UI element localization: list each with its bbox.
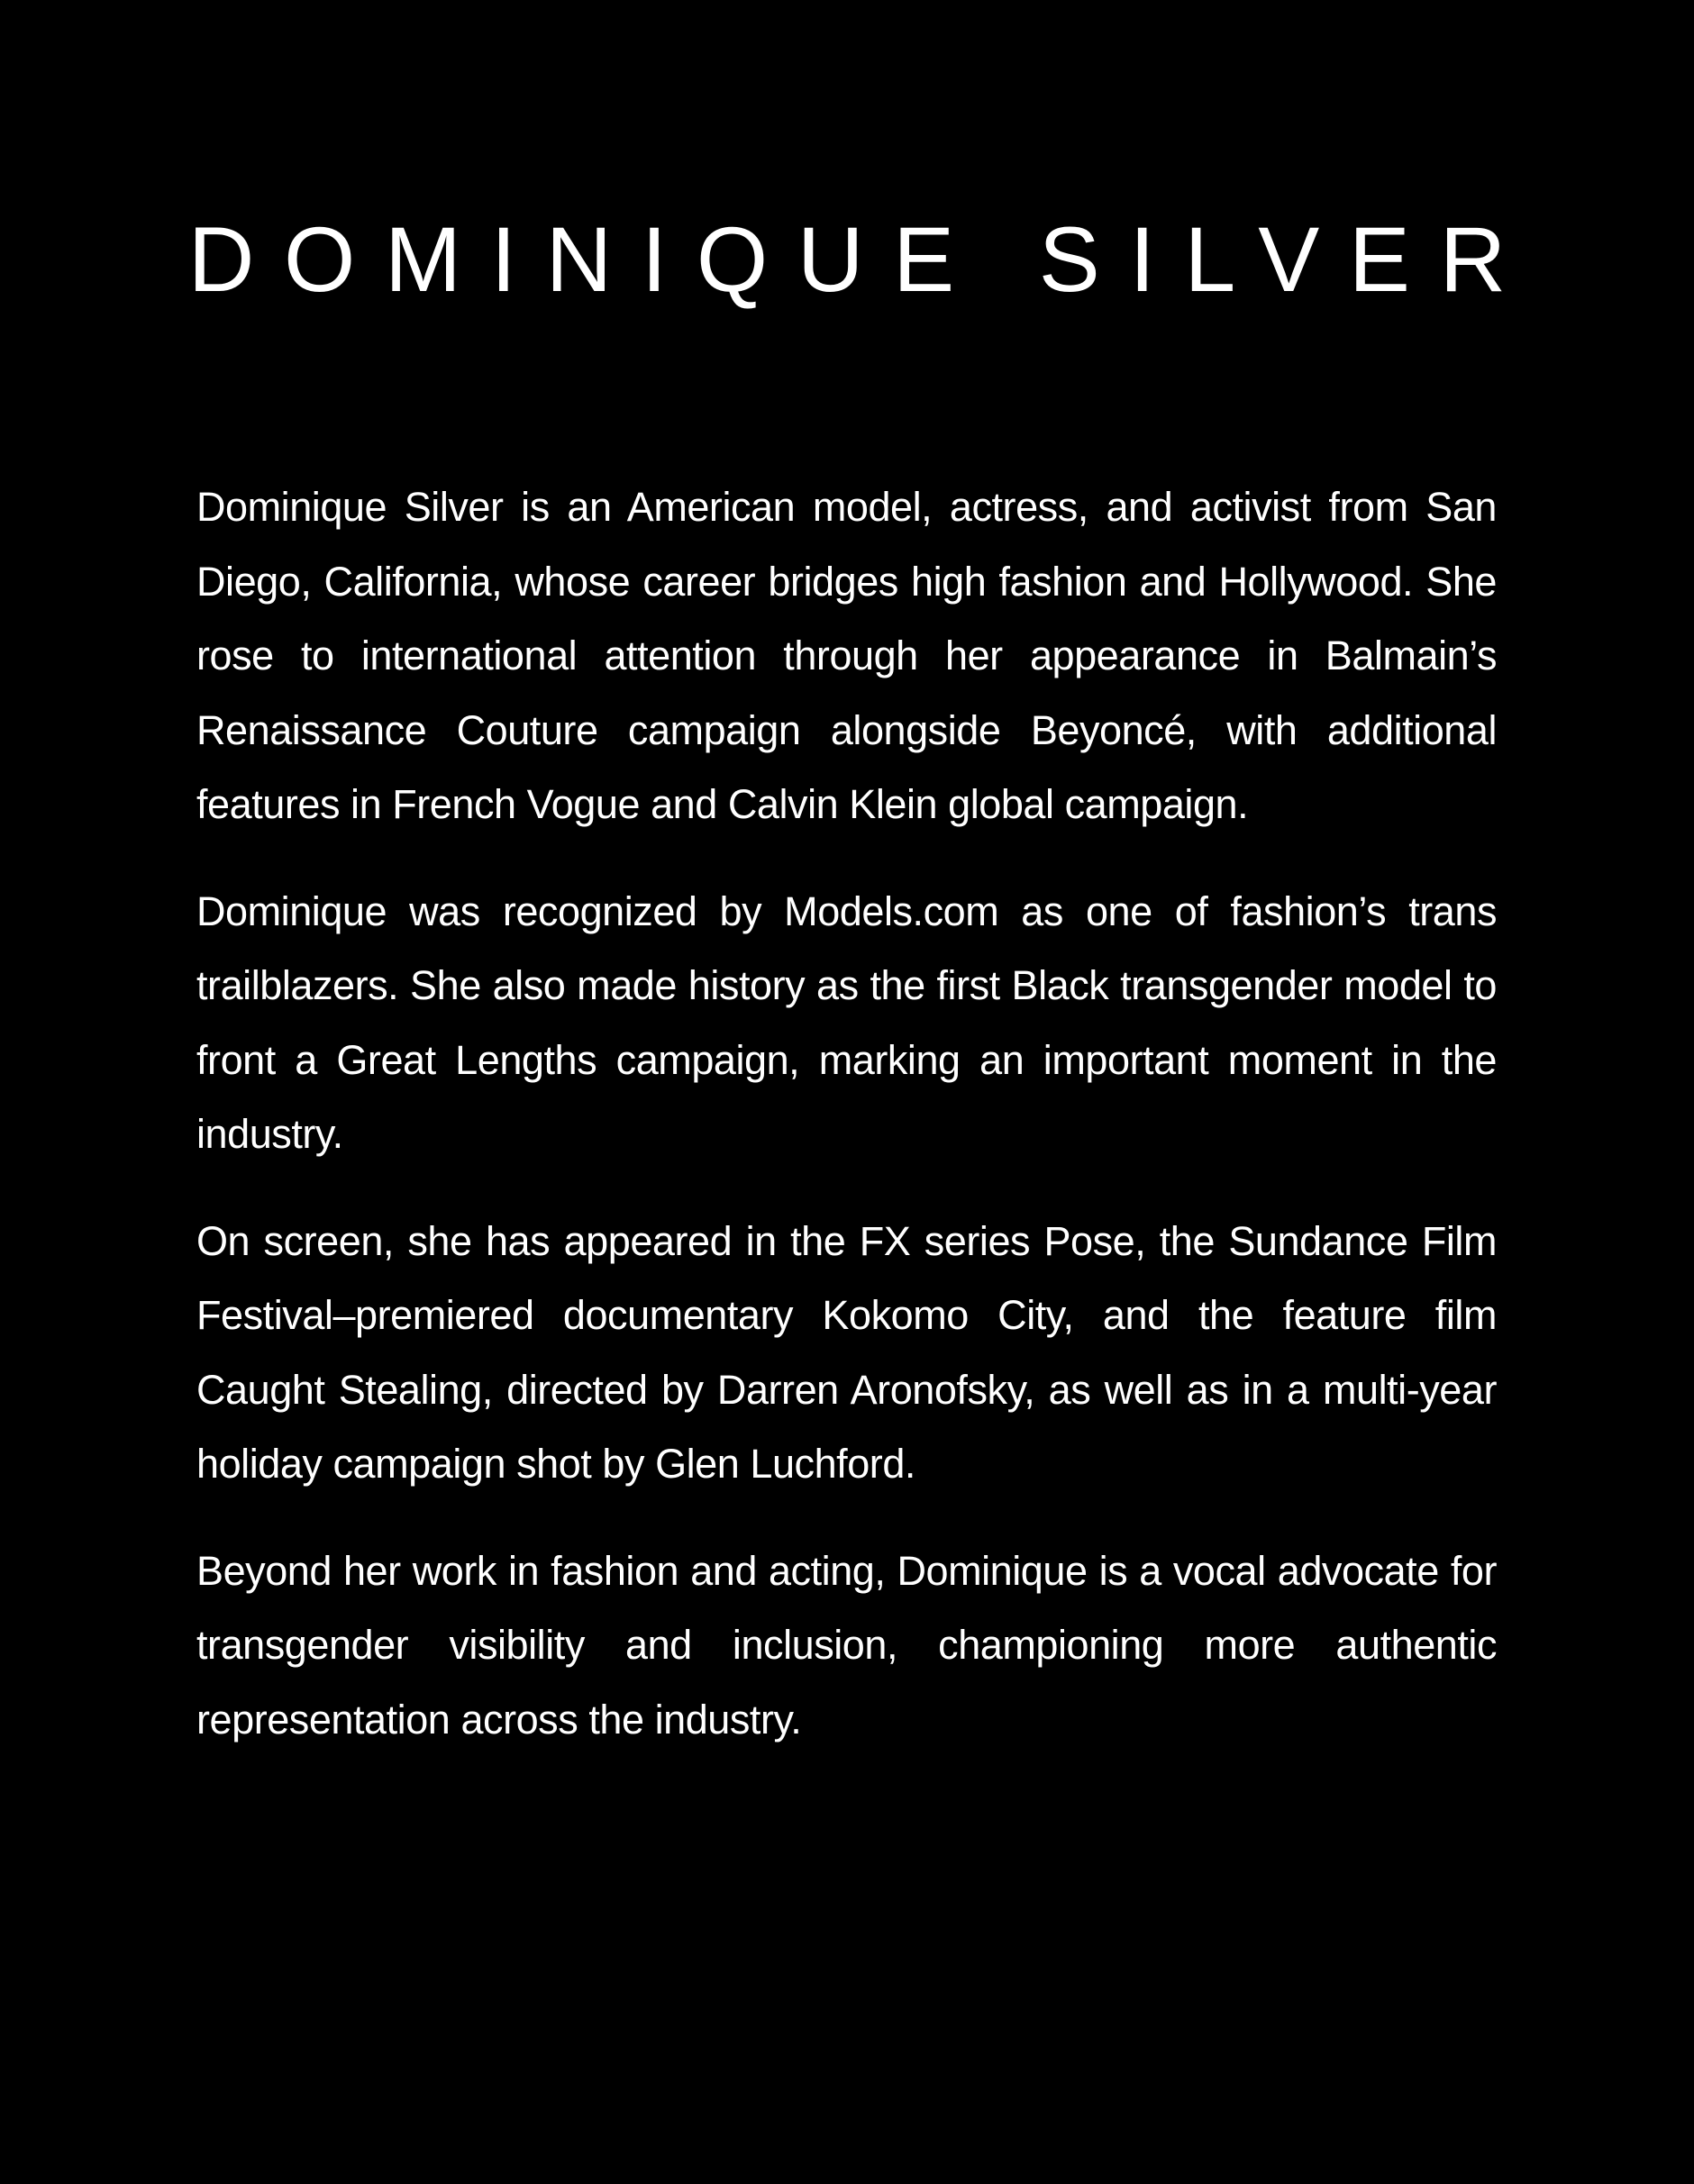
page-title: DOMINIQUE SILVER	[187, 208, 1535, 311]
bio-paragraph-3: On screen, she has appeared in the FX series Pose, the Sundance Film Festival–premiered documentary Kokomo City, and the feature film Caught Stealing, directed by Darren Aronofsky, as well as in a multi-year holiday campaign shot by Glen Luchford.	[196, 1217, 1497, 1487]
bio-paragraph-2: Dominique was recognized by Models.com as one of fashion’s trans trailblazers. She also made history as the first Black transgender model to front a Great Lengths campaign, marking an important moment in the industry.	[196, 887, 1497, 1157]
bio-body	[196, 470, 1497, 1789]
bio-paragraph-4: Beyond her work in fashion and acting, Dominique is a vocal advocate for transgender visibility and inclusion, championing more authentic representation across the industry.	[196, 1547, 1497, 1743]
bio-paragraph-1: Dominique Silver is an American model, actress, and activist from San Diego, California, whose career bridges high fashion and Hollywood. She rose to international attention through her appearance in Balmain’s Renaissance Couture campaign alongside Beyoncé, with additional features in French Vogue and Calvin Klein global campaign.	[196, 484, 1497, 827]
